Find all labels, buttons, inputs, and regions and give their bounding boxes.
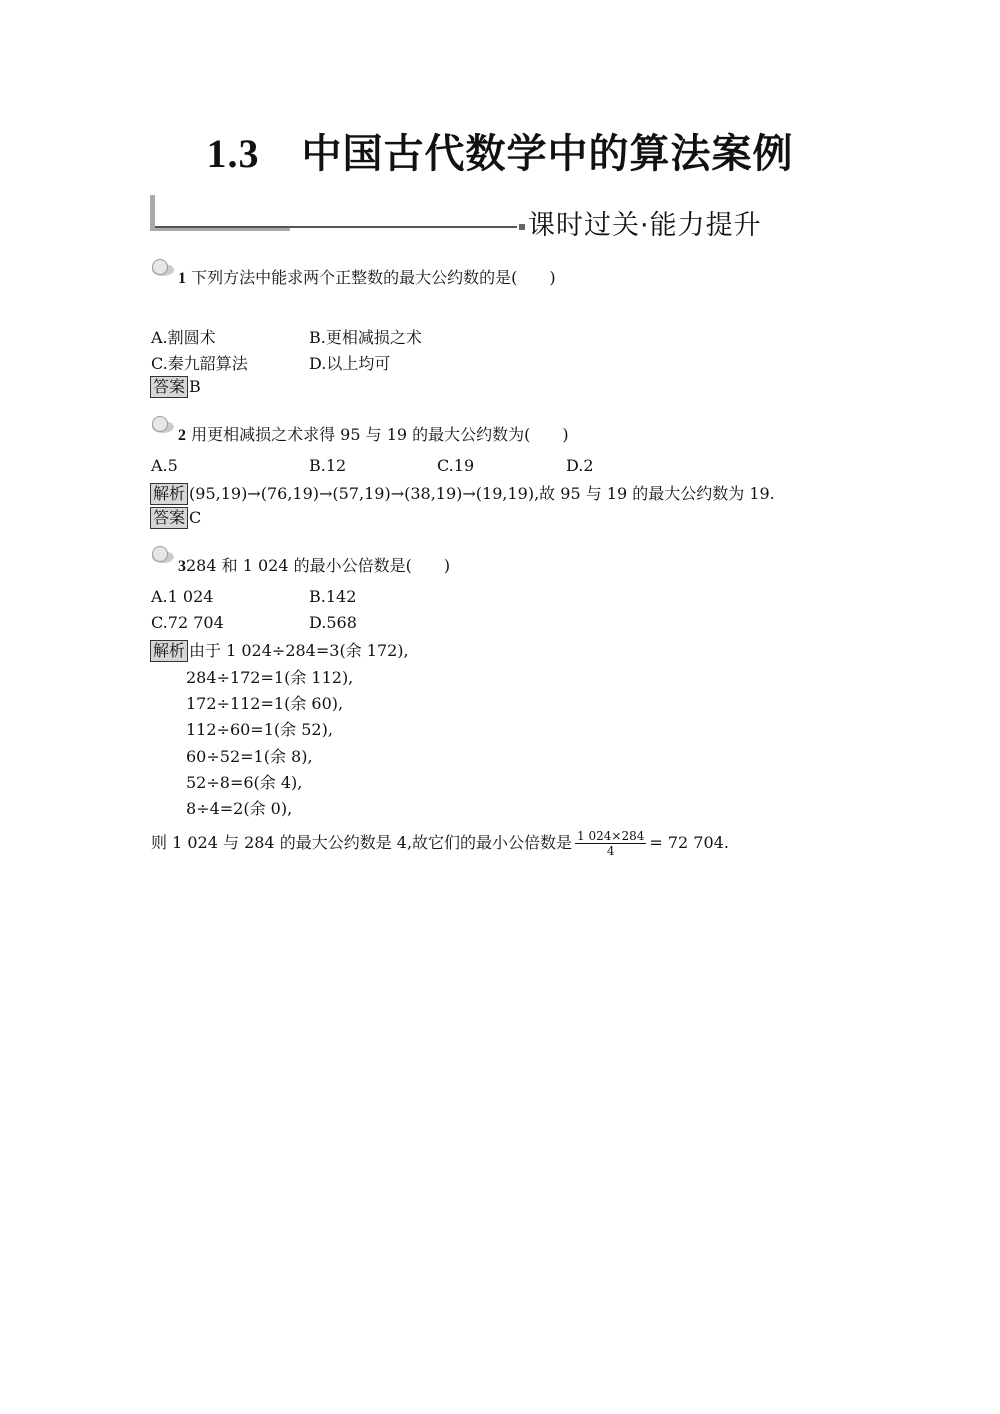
question-3-stem [178,553,450,576]
analysis-tag: 解析 [150,483,188,505]
answer-2-value: C [189,508,202,527]
option-2b: B.12 [309,456,347,475]
question-2-number: 2 [178,427,186,444]
conclusion-text: 则 1 024 与 284 的最大公约数是 4,故它们的最小公倍数是 [151,833,573,852]
answer-2-row [150,507,201,529]
analysis-3-line-5: 60÷52=1(余 8), [186,747,313,766]
conclusion-result: = 72 704. [649,833,729,852]
question-2-stem [178,422,569,445]
analysis-tag: 解析 [150,640,188,662]
question-3-text: 284 和 1 024 的最小公倍数是( ) [186,556,451,575]
analysis-3-conclusion [151,829,729,858]
chapter-number: 1.3 [206,131,260,176]
option-1b: B.更相减损之术 [309,328,422,347]
option-2c: C.19 [437,456,475,475]
analysis-3-line-2: 284÷172=1(余 112), [186,668,354,687]
option-1d: D.以上均可 [309,354,391,373]
page-title [0,122,1000,179]
question-marker-icon [149,259,175,277]
fraction-numerator: 1 024×284 [577,829,645,843]
option-2d: D.2 [566,456,594,475]
analysis-2-text: (95,19)→(76,19)→(57,19)→(38,19)→(19,19),故 95 与 19 的最大公约数为 19. [189,484,775,503]
analysis-3-row [150,638,409,662]
question-1-stem [178,265,556,288]
question-marker-icon [149,416,175,434]
answer-tag: 答案 [150,507,188,529]
section-heading: 课时过关·能力提升 [528,210,762,241]
answer-1-row [150,376,201,398]
analysis-3-line-7: 8÷4=2(余 0), [186,799,293,818]
option-2a: A.5 [151,456,178,475]
answer-1-value: B [189,377,201,396]
option-1a: A.割圆术 [151,328,216,347]
option-3c: C.72 704 [151,613,224,632]
question-marker-icon [149,546,175,564]
option-3d: D.568 [309,613,357,632]
chapter-title: 中国古代数学中的算法案例 [301,131,794,177]
question-3-number: 3 [178,558,186,575]
question-1-text: 下列方法中能求两个正整数的最大公约数的是( ) [191,268,556,287]
answer-tag: 答案 [150,376,188,398]
section-band-line [155,226,517,228]
analysis-3-line-3: 172÷112=1(余 60), [186,694,344,713]
lcm-fraction [575,829,646,858]
question-2-text: 用更相减损之术求得 95 与 19 的最大公约数为( ) [191,425,569,444]
question-1-number: 1 [178,270,186,287]
analysis-2-row [150,481,775,505]
analysis-3-line-1: 由于 1 024÷284=3(余 172), [189,641,409,660]
analysis-3-line-4: 112÷60=1(余 52), [186,720,333,739]
section-band-dot [519,224,525,230]
analysis-3-line-6: 52÷8=6(余 4), [186,773,303,792]
option-1c: C.秦九韶算法 [151,354,248,373]
fraction-denominator: 4 [606,844,615,858]
option-3a: A.1 024 [151,587,214,606]
option-3b: B.142 [309,587,357,606]
